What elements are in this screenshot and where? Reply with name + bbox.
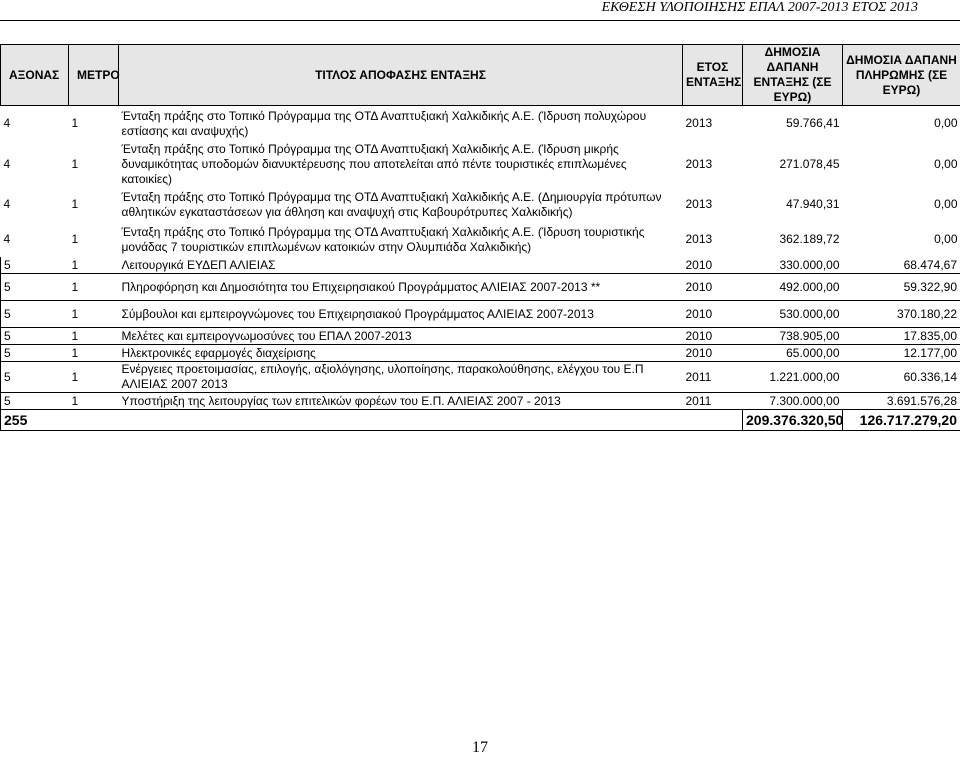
cell-title: Υποστήριξη της λειτουργίας των επιτελικών φορέων του Ε.Π. ΑΛΙΕΙΑΣ 2007 - 2013 (119, 393, 683, 410)
cell-public-spend: 362.189,72 (743, 222, 843, 257)
table-row (1, 362, 960, 393)
cell-title: Πληροφόρηση και Δημοσιότητα του Επιχειρησιακού Προγράμματος ΑΛΙΕΙΑΣ 2007-2013 ** (119, 274, 683, 301)
table-row (1, 301, 960, 328)
cell-axis: 4 (1, 187, 69, 222)
cell-public-spend: 1.221.000,00 (743, 362, 843, 393)
cell-public-spend: 330.000,00 (743, 257, 843, 274)
cell-public-payment: 370.180,22 (843, 301, 960, 328)
cell-year: 2010 (683, 257, 743, 274)
column-header-measure: ΜΕΤΡΟ (69, 45, 119, 106)
cell-title: Λειτουργικά ΕΥΔΕΠ ΑΛΙΕΙΑΣ (119, 257, 683, 274)
cell-public-spend: 7.300.000,00 (743, 393, 843, 410)
cell-year: 2010 (683, 274, 743, 301)
cell-axis: 5 (1, 393, 69, 410)
table-row (1, 187, 960, 222)
cell-public-spend: 65.000,00 (743, 345, 843, 362)
cell-year: 2013 (683, 222, 743, 257)
table-row (1, 106, 960, 142)
cell-public-payment: 0,00 (843, 141, 960, 187)
cell-public-spend: 492.000,00 (743, 274, 843, 301)
cell-axis: 4 (1, 222, 69, 257)
table-row (1, 222, 960, 257)
total-count: 255 (1, 410, 743, 431)
cell-public-payment: 0,00 (843, 187, 960, 222)
cell-public-spend: 271.078,45 (743, 141, 843, 187)
table-row (1, 274, 960, 301)
cell-year: 2011 (683, 393, 743, 410)
column-header-year: ΕΤΟΣ ΕΝΤΑΞΗΣ (683, 45, 743, 106)
column-header-axis: ΑΞΟΝΑΣ (1, 45, 69, 106)
table-row (1, 141, 960, 187)
total-row (1, 410, 960, 431)
cell-title: Ένταξη πράξης στο Τοπικό Πρόγραμμα της ΟΤΔ Αναπτυξιακή Χαλκιδικής Α.Ε. (Δημιουργία πρότυπων αθλητικών εγκαταστάσεων για άθληση και αναψυχή στις Καβουρότρυπες Χαλκιδικής) (119, 187, 683, 222)
cell-measure: 1 (69, 393, 119, 410)
cell-public-payment: 12.177,00 (843, 345, 960, 362)
column-header-title: ΤΙΤΛΟΣ ΑΠΟΦΑΣΗΣ ΕΝΤΑΞΗΣ (119, 45, 683, 106)
cell-public-payment: 60.336,14 (843, 362, 960, 393)
cell-public-spend: 59.766,41 (743, 106, 843, 142)
table-header-row (1, 45, 960, 106)
cell-year: 2013 (683, 141, 743, 187)
cell-axis: 5 (1, 328, 69, 345)
cell-axis: 5 (1, 362, 69, 393)
cell-year: 2013 (683, 187, 743, 222)
cell-axis: 5 (1, 301, 69, 328)
cell-title: Ένταξη πράξης στο Τοπικό Πρόγραμμα της ΟΤΔ Αναπτυξιακή Χαλκιδικής Α.Ε. (Ίδρυση μικρής δυναμικότητας υποδομών διανυκτέρευσης που αποτελείται από πέντε τουριστικές επιπλωμένες κατοικίες) (119, 141, 683, 187)
page-number: 17 (0, 739, 960, 757)
cell-title: Μελέτες και εμπειρογνωμοσύνες του ΕΠΑΛ 2007-2013 (119, 328, 683, 345)
cell-public-spend: 47.940,31 (743, 187, 843, 222)
cell-measure: 1 (69, 141, 119, 187)
cell-public-spend: 738.905,00 (743, 328, 843, 345)
cell-public-payment: 59.322,90 (843, 274, 960, 301)
cell-measure: 1 (69, 301, 119, 328)
cell-measure: 1 (69, 345, 119, 362)
cell-title: Ένταξη πράξης στο Τοπικό Πρόγραμμα της ΟΤΔ Αναπτυξιακή Χαλκιδικής Α.Ε. (Ίδρυση πολυχώρου εστίασης και αναψυχής) (119, 106, 683, 142)
table-row (1, 393, 960, 410)
cell-measure: 1 (69, 106, 119, 142)
column-header-public-payment: ΔΗΜΟΣΙΑ ΔΑΠΑΝΗ ΠΛΗΡΩΜΗΣ (ΣΕ ΕΥΡΩ) (843, 45, 960, 106)
total-public-payment: 126.717.279,20 (843, 410, 960, 431)
cell-public-payment: 68.474,67 (843, 257, 960, 274)
cell-public-payment: 3.691.576,28 (843, 393, 960, 410)
cell-measure: 1 (69, 328, 119, 345)
cell-year: 2011 (683, 362, 743, 393)
cell-measure: 1 (69, 274, 119, 301)
cell-public-payment: 17.835,00 (843, 328, 960, 345)
cell-year: 2010 (683, 301, 743, 328)
cell-axis: 5 (1, 257, 69, 274)
table-row (1, 328, 960, 345)
cell-measure: 1 (69, 257, 119, 274)
running-header: ΕΚΘΕΣΗ ΥΛΟΠΟΙΗΣΗΣ ΕΠΑΛ 2007-2013 ΕΤΟΣ 2013 (602, 0, 918, 16)
cell-title: Ηλεκτρονικές εφαρμογές διαχείρισης (119, 345, 683, 362)
header-rule (0, 20, 960, 21)
table-row (1, 257, 960, 274)
decisions-table (0, 44, 960, 431)
cell-measure: 1 (69, 362, 119, 393)
cell-axis: 5 (1, 274, 69, 301)
cell-title: Ένταξη πράξης στο Τοπικό Πρόγραμμα της ΟΤΔ Αναπτυξιακή Χαλκιδικής Α.Ε. (Ίδρυση τουριστικής μονάδας 7 τουριστικών επιπλωμένων κατοικιών στην Ολυμπιάδα Χαλκιδικής) (119, 222, 683, 257)
cell-year: 2013 (683, 106, 743, 142)
cell-title: Σύμβουλοι και εμπειρογνώμονες του Επιχειρησιακού Προγράμματος ΑΛΙΕΙΑΣ 2007-2013 (119, 301, 683, 328)
total-public-spend: 209.376.320,50 (743, 410, 843, 431)
cell-year: 2010 (683, 328, 743, 345)
cell-year: 2010 (683, 345, 743, 362)
column-header-public-spend: ΔΗΜΟΣΙΑ ΔΑΠΑΝΗ ΕΝΤΑΞΗΣ (ΣΕ ΕΥΡΩ) (743, 45, 843, 106)
cell-public-spend: 530.000,00 (743, 301, 843, 328)
cell-public-payment: 0,00 (843, 106, 960, 142)
cell-axis: 5 (1, 345, 69, 362)
cell-axis: 4 (1, 106, 69, 142)
cell-axis: 4 (1, 141, 69, 187)
cell-public-payment: 0,00 (843, 222, 960, 257)
cell-title: Ενέργειες προετοιμασίας, επιλογής, αξιολόγησης, υλοποίησης, παρακολούθησης, ελέγχου του Ε.Π ΑΛΙΕΙΑΣ 2007 2013 (119, 362, 683, 393)
cell-measure: 1 (69, 222, 119, 257)
cell-measure: 1 (69, 187, 119, 222)
table-row (1, 345, 960, 362)
